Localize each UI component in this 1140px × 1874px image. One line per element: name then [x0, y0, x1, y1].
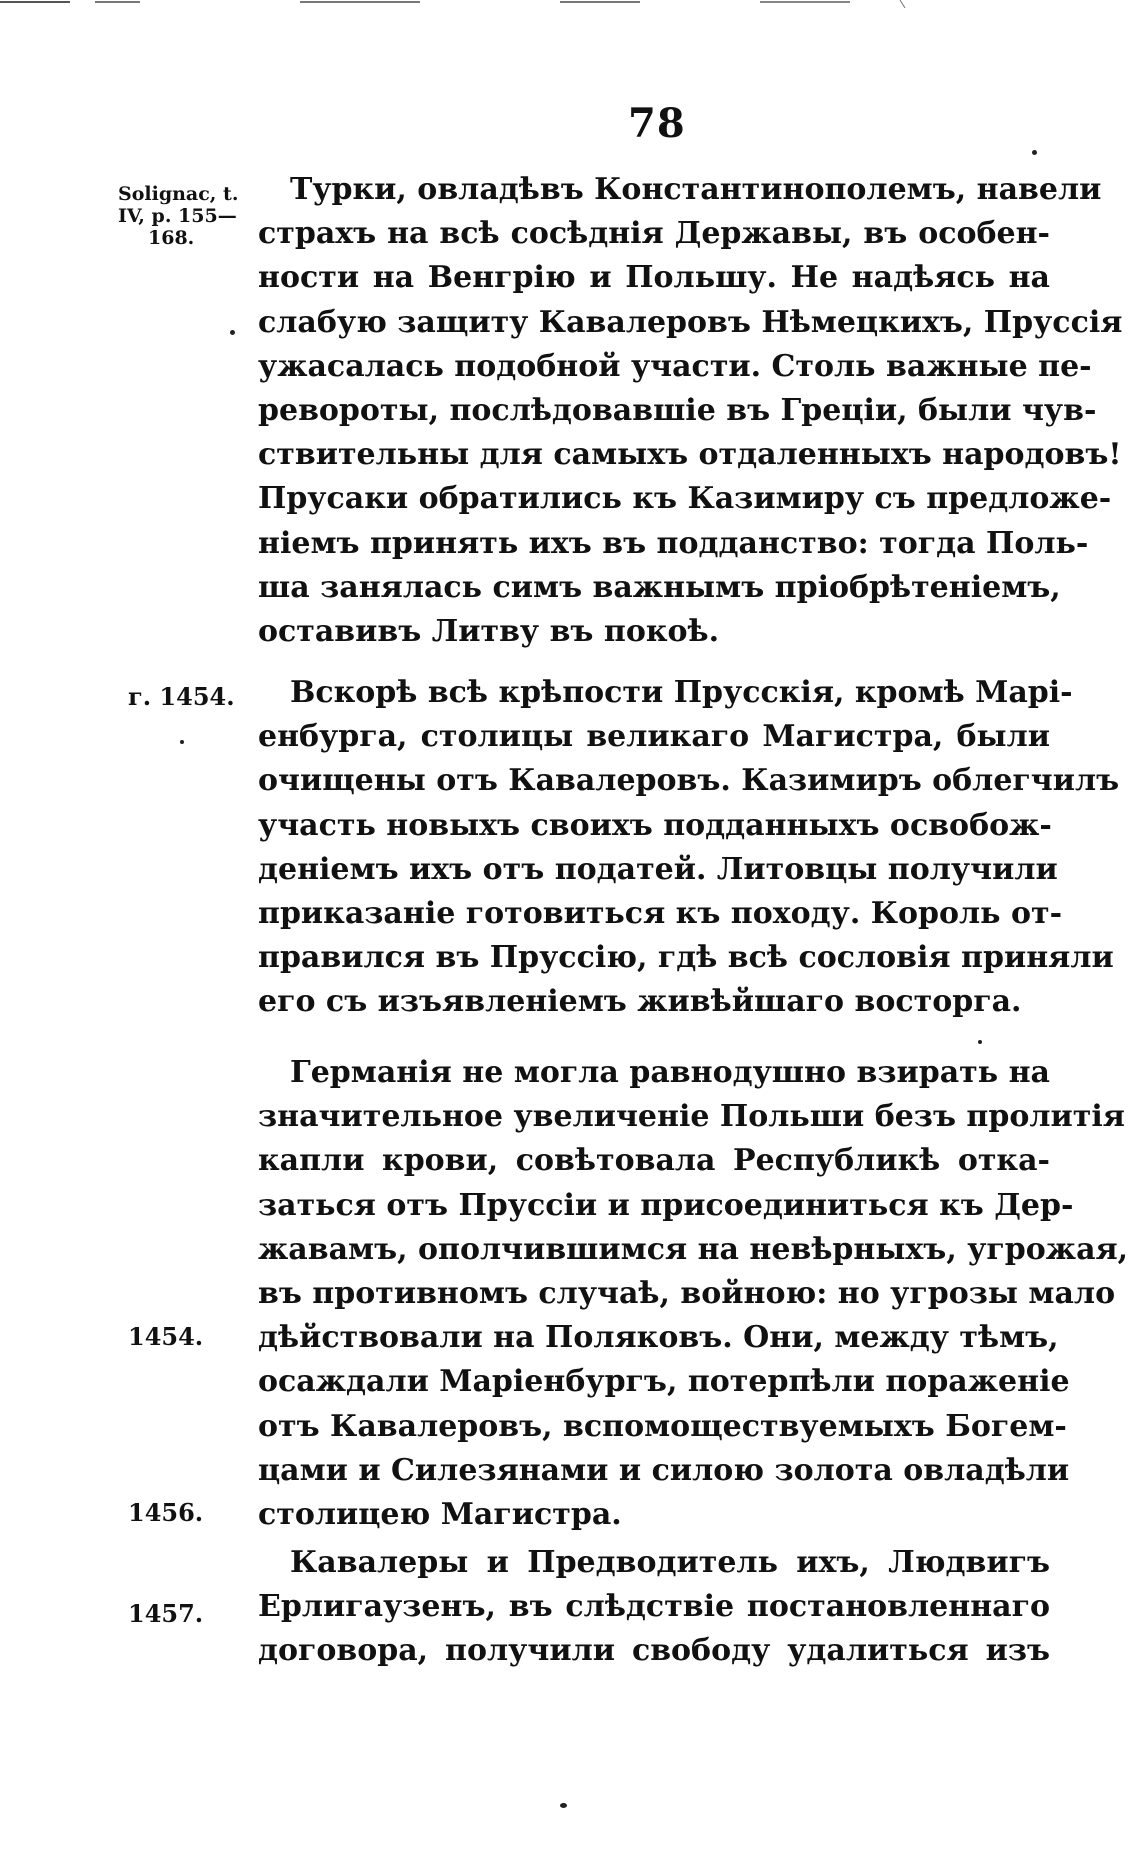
- margin-note-source: [118, 183, 238, 249]
- paragraph-line: значительное увеличеніе Польши безъ пролитія: [258, 1099, 1125, 1135]
- page-number: 78: [628, 100, 686, 147]
- paragraph-1: [258, 168, 1123, 654]
- paragraph-line: правился въ Пруссію, гдѣ всѣ сословія приняли: [258, 940, 1114, 976]
- paragraph-line: ужасалась подобной участи. Столь важные пе-: [258, 348, 1092, 384]
- margin-note-source-line1: Solignac, t.: [118, 183, 239, 205]
- paragraph-line: ша занялась симъ важнымъ пріобрѣтеніемъ,: [258, 569, 1061, 605]
- paragraph-line: ствительны для самыхъ отдаленныхъ народовъ!: [258, 437, 1122, 473]
- paragraph-line: Кавалеры и Предводитель ихъ, Людвигъ: [290, 1545, 1050, 1580]
- margin-note-year-1457: 1457.: [128, 1599, 204, 1628]
- paragraph-line: ревороты, послѣдовавшіе въ Греціи, были чув-: [258, 393, 1097, 429]
- scan-speck: [230, 330, 235, 335]
- margin-note-year-1456: 1456.: [128, 1498, 204, 1527]
- paragraph-line: его съ изъявленіемъ живѣйшаго восторга.: [258, 984, 1022, 1020]
- paragraph-2: [258, 671, 1120, 1025]
- margin-note-year-1454-first: г. 1454.: [128, 682, 235, 711]
- scan-speck: [560, 1803, 567, 1808]
- paragraph-line: Прусаки обратились къ Казимиру съ предложе-: [258, 481, 1112, 517]
- scan-speck: [180, 740, 184, 744]
- paragraph-line: цами и Силезянами и силою золота овладѣли: [258, 1452, 1070, 1488]
- paragraph-line: страхъ на всѣ сосѣднія Державы, въ особен-: [258, 216, 1050, 252]
- margin-note-year-1454-second: 1454.: [128, 1322, 204, 1351]
- paragraph-line: отъ Кавалеровъ, вспомоществуемыхъ Богем-: [258, 1408, 1067, 1444]
- paragraph-line: приказаніе готовиться къ походу. Король от-: [258, 896, 1063, 932]
- paragraph-line: Ерлигаузенъ, въ слѣдствіе постановленнаго: [258, 1589, 1050, 1625]
- paragraph-line: осаждали Маріенбургъ, потерпѣли пораженіе: [258, 1364, 1070, 1400]
- scan-speck: [1032, 150, 1037, 155]
- paragraph-line: ности на Венгрію и Польшу. Не надѣясь на: [258, 260, 1050, 296]
- paragraph-line: капли крови, совѣтовала Республикѣ отка-: [258, 1143, 1050, 1179]
- paragraph-line: договора, получили свободу удалиться изъ: [258, 1633, 1050, 1669]
- paragraph-line: енбурга, столицы великаго Магистра, были: [258, 719, 1050, 755]
- paragraph-line: дѣйствовали на Поляковъ. Они, между тѣмъ,: [258, 1320, 1059, 1356]
- paragraph-line: ніемъ принять ихъ въ подданство: тогда Поль-: [258, 525, 1089, 561]
- paragraph-4: [258, 1541, 1050, 1674]
- paragraph-line: столицею Магистра.: [258, 1497, 622, 1533]
- paragraph-line: Турки, овладѣвъ Константинополемъ, навели: [290, 172, 1102, 207]
- paragraph-line: заться отъ Пруссіи и присоединиться къ Дер-: [258, 1187, 1074, 1223]
- margin-note-source-line3: 168.: [148, 227, 195, 249]
- paragraph-3: [258, 1051, 1129, 1537]
- paragraph-line: въ противномъ случаѣ, войною: но угрозы мало: [258, 1276, 1116, 1312]
- scan-speck: [978, 1040, 982, 1044]
- paragraph-line: оставивъ Литву въ покоѣ.: [258, 614, 720, 650]
- paragraph-line: слабую защиту Кавалеровъ Нѣмецкихъ, Пруссія: [258, 304, 1123, 340]
- paragraph-line: участь новыхъ своихъ подданныхъ освобож-: [258, 807, 1052, 843]
- paragraph-line: деніемъ ихъ отъ податей. Литовцы получили: [258, 851, 1058, 887]
- scan-top-edge: [0, 0, 1140, 8]
- paragraph-line: Вскорѣ всѣ крѣпости Прусскія, кромѣ Марі-: [290, 675, 1073, 710]
- paragraph-line: жавамъ, ополчившимся на невѣрныхъ, угрожая,: [258, 1231, 1129, 1267]
- paragraph-line: Германія не могла равнодушно взирать на: [290, 1055, 1050, 1090]
- margin-note-source-line2: IV, p. 155—: [118, 205, 237, 227]
- paragraph-line: очищены отъ Кавалеровъ. Казимиръ облегчилъ: [258, 763, 1120, 799]
